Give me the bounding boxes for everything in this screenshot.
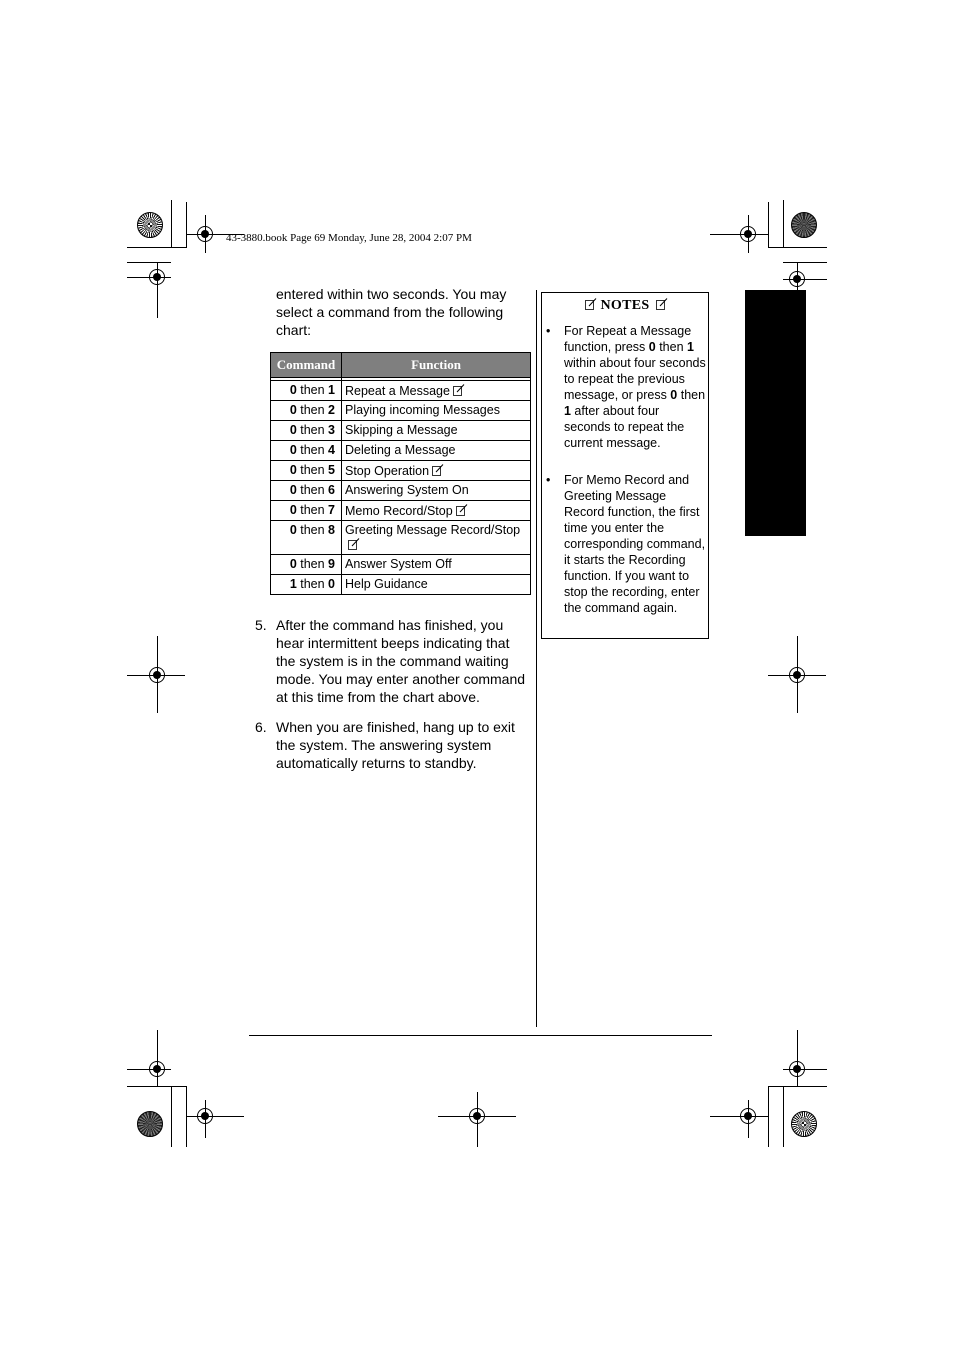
list-item — [255, 718, 530, 772]
file-info-header: 43-3880.book Page 69 Monday, June 28, 2004 2:07 PM — [226, 232, 472, 244]
function-cell: Memo Record/Stop — [342, 501, 531, 521]
function-cell: Playing incoming Messages — [342, 401, 531, 421]
intro-paragraph: entered within two seconds. You may select a command from the following chart: — [276, 286, 507, 338]
registration-dial-icon — [791, 212, 817, 238]
steps-list — [255, 616, 530, 784]
table-row — [271, 421, 531, 441]
command-cell: 0 then 1 — [271, 381, 342, 401]
command-table — [270, 352, 531, 595]
command-cell: 1 then 0 — [271, 575, 342, 595]
step-text: When you are finished, hang up to exit the system. The answering system automatically returns to standby. — [276, 719, 515, 771]
command-cell: 0 then 9 — [271, 555, 342, 575]
note-pen-icon — [432, 463, 444, 476]
function-cell: Answering System On — [342, 481, 531, 501]
command-cell: 0 then 3 — [271, 421, 342, 441]
function-cell: Repeat a Message — [342, 381, 531, 401]
table-row — [271, 461, 531, 481]
command-cell: 0 then 2 — [271, 401, 342, 421]
bullet: • — [546, 473, 551, 487]
notes-title: NOTES — [600, 298, 650, 313]
command-cell: 0 then 5 — [271, 461, 342, 481]
function-cell: Greeting Message Record/Stop — [342, 521, 531, 555]
table-row — [271, 441, 531, 461]
table-row — [271, 381, 531, 401]
table-header-row — [271, 353, 531, 378]
command-cell: 0 then 7 — [271, 501, 342, 521]
command-cell: 0 then 6 — [271, 481, 342, 501]
note-text: For Memo Record and Greeting Message Record function, the first time you enter the corresponding command, it starts the Recording function. If you want to stop the recording, enter the command again. — [564, 473, 706, 615]
list-item — [255, 616, 530, 706]
table-row — [271, 401, 531, 421]
note-pen-icon — [456, 503, 468, 516]
command-cell: 0 then 8 — [271, 521, 342, 555]
notes-box — [541, 292, 709, 639]
note-item — [546, 472, 706, 616]
table-row — [271, 555, 531, 575]
registration-dial-icon — [137, 212, 163, 238]
table-row — [271, 501, 531, 521]
column-header-function: Function — [342, 353, 531, 378]
step-number: 6. — [255, 719, 267, 735]
note-pen-icon — [453, 383, 465, 396]
function-cell: Stop Operation — [342, 461, 531, 481]
table-row — [271, 575, 531, 595]
function-cell: Deleting a Message — [342, 441, 531, 461]
column-divider — [536, 290, 537, 1027]
notes-heading — [542, 297, 708, 314]
step-text: After the command has finished, you hear intermittent beeps indicating that the system is in the command waiting mode. You may enter another command at this time from the chart above. — [276, 617, 526, 705]
command-cell: 0 then 4 — [271, 441, 342, 461]
bullet: • — [546, 324, 551, 338]
footer-rule — [249, 1035, 712, 1036]
function-cell: Help Guidance — [342, 575, 531, 595]
registration-dial-icon — [137, 1111, 163, 1137]
function-cell: Skipping a Message — [342, 421, 531, 441]
step-number: 5. — [255, 617, 267, 633]
note-item — [546, 323, 706, 451]
table-row — [271, 481, 531, 501]
note-pen-icon — [656, 297, 668, 310]
function-cell: Answer System Off — [342, 555, 531, 575]
column-header-command: Command — [271, 353, 342, 378]
note-pen-icon — [348, 537, 360, 550]
section-tab — [745, 290, 806, 536]
note-text: For Repeat a Message function, press 0 then 1 within about four seconds to repeat the previous message, or press 0 then 1 after about four seconds to repeat the current message. — [564, 324, 706, 450]
note-pen-icon — [585, 297, 597, 310]
registration-dial-icon — [791, 1111, 817, 1137]
table-row — [271, 521, 531, 555]
